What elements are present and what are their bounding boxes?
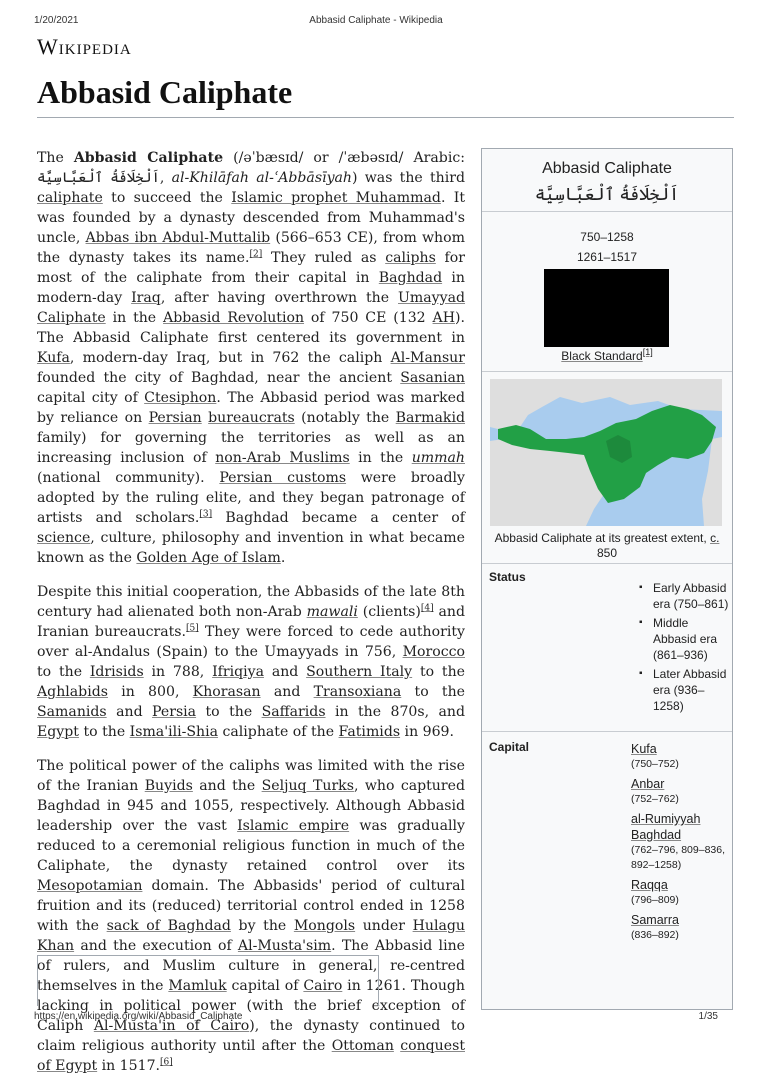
link-al-mustain-of-cairo[interactable]: Al-Musta'in of Cairo [93,1018,250,1034]
link-egypt[interactable]: Egypt [37,724,79,740]
link-persian-customs[interactable]: Persian customs [219,470,347,486]
infobox-divider [482,731,732,732]
link-khorasan[interactable]: Khorasan [192,684,261,700]
page-title: Abbasid Caliphate [37,74,734,118]
capital-baghdad[interactable]: Baghdad [631,828,682,842]
status-label: Status [489,570,526,584]
link-fatimids[interactable]: Fatimids [338,724,401,740]
status-middle-abbasid: ▪ Middle Abbasid era (861–936) [639,615,729,663]
link-idrisids[interactable]: Idrisids [89,664,144,680]
contents-box [37,955,379,1006]
flag-caption [482,349,732,363]
ref-2[interactable]: [2] [249,249,263,260]
link-al-mansur[interactable]: Al-Mansur [390,350,465,366]
link-mamluk[interactable]: Mamluk [168,978,227,994]
status-later-abbasid: ▪ Later Abbasid era (936–1258) [639,666,729,714]
infobox-divider [482,211,732,212]
link-persia[interactable]: Persia [152,704,197,720]
transliteration: al-Khilāfah al-ʿAbbāsīyah [171,170,353,186]
print-doc-title: Abbasid Caliphate - Wikipedia [309,15,443,26]
link-caliphs[interactable]: caliphs [385,250,436,266]
link-southern-italy[interactable]: Southern Italy [306,664,413,680]
link-sasanian[interactable]: Sasanian [400,370,465,386]
link-umayyad-caliphate[interactable]: Umayyad Caliphate [37,290,466,326]
paragraph-intro: The Abbasid Caliphate (/əˈbæsɪd/ or /ˈæbəsɪd/ Arabic: اَلْخِلَافَةُ ٱلْعَبَّاسِيَّة, al-Khilāfah al-ʿAbbāsīyah) was the third caliphate to succeed the Islamic prophet Muhammad. It was founded by a dynasty descended from Muhammad's uncle, Abbas ibn Abdul-Muttalib (566–653 CE), from whom the dynasty takes its name.[2] They ruled as caliphs for most of the caliphate from their capital in Baghdad in modern-day Iraq, after having overthrown the Umayyad Caliphate in the Abbasid Revolution of 750 CE (132 AH). The Abbasid Caliphate first centered its government in Kufa, modern-day Iraq, but in 762 the caliph Al-Mansur founded the city of Baghdad, near the ancient Sasanian capital city of Ctesiphon. The Abbasid period was marked by reliance on Persian bureaucrats (notably the Barmakid family) for governing the territories as well as an increasing inclusion of non-Arab Muslims in the ummah (national community). Persian customs were broadly adopted by the ruling elite, and they began patronage of artists and scholars.[3] Baghdad became a center of science, culture, philosophy and invention in what became known as the Golden Age of Islam. [37,150,466,566]
print-url[interactable]: https://en.wikipedia.org/wiki/Abbasid_Caliphate [34,1011,243,1022]
link-transoxiana[interactable]: Transoxiana [313,684,402,700]
link-conquest-of-egypt[interactable]: conquest of Egypt [37,1038,465,1074]
capital-raqqa[interactable]: Raqqa [631,878,668,892]
capital-anbar-dates: (752–762) [631,793,679,805]
link-samanids[interactable]: Samanids [37,704,107,720]
infobox-divider [482,563,732,564]
caliphate-map[interactable] [490,379,722,526]
article-subject: Abbasid Caliphate [73,150,224,166]
link-ctesiphon[interactable]: Ctesiphon [144,390,217,406]
capital-kufa[interactable]: Kufa [631,742,657,756]
link-abbasid-revolution[interactable]: Abbasid Revolution [163,310,305,326]
link-mongols[interactable]: Mongols [293,918,356,934]
link-sack-of-baghdad[interactable]: sack of Baghdad [106,918,231,934]
link-islamic-prophet-muhammad[interactable]: Islamic prophet Muhammad [231,190,441,206]
link-hulagu-khan[interactable]: Hulagu Khan [37,918,465,954]
link-ottoman[interactable]: Ottoman [331,1038,394,1054]
infobox-years [482,227,732,267]
link-buyids[interactable]: Buyids [144,778,193,794]
print-page-number: 1/35 [698,1011,718,1022]
ref-5[interactable]: [5] [186,623,199,634]
link-mesopotamian[interactable]: Mesopotamian [37,878,143,894]
arabic-name: اَلْخِلَافَةُ ٱلْعَبَّاسِيَّة [37,170,160,186]
link-morocco[interactable]: Morocco [402,644,465,660]
link-caliphate[interactable]: caliphate [37,190,103,206]
capital-samarra[interactable]: Samarra [631,913,679,927]
paragraph-political-power: The political power of the caliphs was limited with the rise of the Iranian Buyids and the Seljuq Turks, who captured Baghdad in 945 and 1055, respectively. Although Abbasid leadership over the vast Islamic empire was gradually reduced to a ceremonial religious function in much of the Caliphate, the dynasty retained control over its Mesopotamian domain. The Abbasids' period of cultural fruition and its (reduced) territorial control ended in 1258 with the sack of Baghdad by the Mongols under Hulagu Khan and the execution of Al-Musta'sim. The Abbasid line of rulers, and Muslim culture in general, re-centred themselves in the Mamluk capital of Cairo in 1261. Though lacking in political power (with the brief exception of Caliph Al-Musta'in of Cairo), the dynasty continued to claim religious authority until after the Ottoman conquest of Egypt in 1517.[6] [37,758,465,1074]
capital-list [631,741,731,947]
capital-samarra-dates: (836–892) [631,929,679,941]
link-mawali[interactable]: mawali [306,604,358,620]
link-ifriqiya[interactable]: Ifriqiya [212,664,265,680]
link-seljuq-turks[interactable]: Seljuq Turks [261,778,354,794]
capital-label: Capital [489,740,530,754]
link-aghlabids[interactable]: Aghlabids [37,684,108,700]
black-standard-flag[interactable] [544,269,669,347]
link-al-mustasim[interactable]: Al-Musta'sim [237,938,332,954]
link-ummah[interactable]: ummah [411,450,465,466]
ref-4[interactable]: [4] [420,603,434,614]
link-islamic-empire[interactable]: Islamic empire [237,818,350,834]
capital-al-rumiyyah[interactable]: al-Rumiyyah [631,812,701,826]
infobox-divider [482,371,732,372]
capital-raqqa-dates: (796–809) [631,894,679,906]
map-caption: Abbasid Caliphate at its greatest extent, c. 850 [494,531,720,560]
status-list [639,580,729,717]
infobox-title: Abbasid Caliphate [542,160,672,177]
years-second: 1261–1517 [576,250,638,264]
status-early-abbasid: ▪ Early Abbasid era (750–861) [639,580,729,612]
link-science[interactable]: science [37,530,91,546]
link-kufa[interactable]: Kufa [37,350,70,366]
link-baghdad[interactable]: Baghdad [378,270,443,286]
link-golden-age-of-islam[interactable]: Golden Age of Islam [136,550,281,566]
wikipedia-wordmark[interactable]: Wikipedia [37,34,132,59]
link-cairo[interactable]: Cairo [303,978,343,994]
link-iraq[interactable]: Iraq [131,290,161,306]
link-non-arab-muslims[interactable]: non-Arab Muslims [215,450,350,466]
link-abbas-ibn-abdul-muttalib[interactable]: Abbas ibn Abdul-Muttalib [85,230,271,246]
link-bureaucrats[interactable]: bureaucrats [208,410,295,426]
link-ah[interactable]: AH [432,310,456,326]
capital-baghdad-dates: (762–796, 809–836, 892–1258) [631,844,726,871]
infobox [481,148,733,1010]
link-ismaili-shia[interactable]: Isma'ili-Shia [129,724,219,740]
paragraph-decline: Despite this initial cooperation, the Abbasids of the late 8th century had alienated both non-Arab mawali (clients)[4] and Iranian bureaucrats.[5] They were forced to cede authority over al-Andalus (Spain) to the Umayyads in 756, Morocco to the Idrisids in 788, Ifriqiya and Southern Italy to the Aghlabids in 800, Khorasan and Transoxiana to the Samanids and Persia to the Saffarids in the 870s, and Egypt to the Isma'ili-Shia caliphate of the Fatimids in 969. [37,584,466,740]
article-body [37,148,465,1090]
link-persian[interactable]: Persian [148,410,202,426]
capital-anbar[interactable]: Anbar [631,777,665,791]
ref-6[interactable]: [6] [160,1057,173,1068]
link-saffarids[interactable]: Saffarids [261,704,326,720]
print-date: 1/20/2021 [34,15,79,26]
link-circa[interactable]: c. [710,531,720,545]
link-barmakid[interactable]: Barmakid [395,410,466,426]
ref-3[interactable]: [3] [199,509,213,520]
link-black-standard[interactable]: Black Standard [561,349,643,363]
years-first: 750–1258 [580,230,634,244]
capital-kufa-dates: (750–752) [631,758,679,770]
ref-1[interactable]: [1] [642,347,653,357]
infobox-arabic-name: اَلْخِلَافَةُ ٱلْعَبَّاسِيَّة [534,185,680,204]
